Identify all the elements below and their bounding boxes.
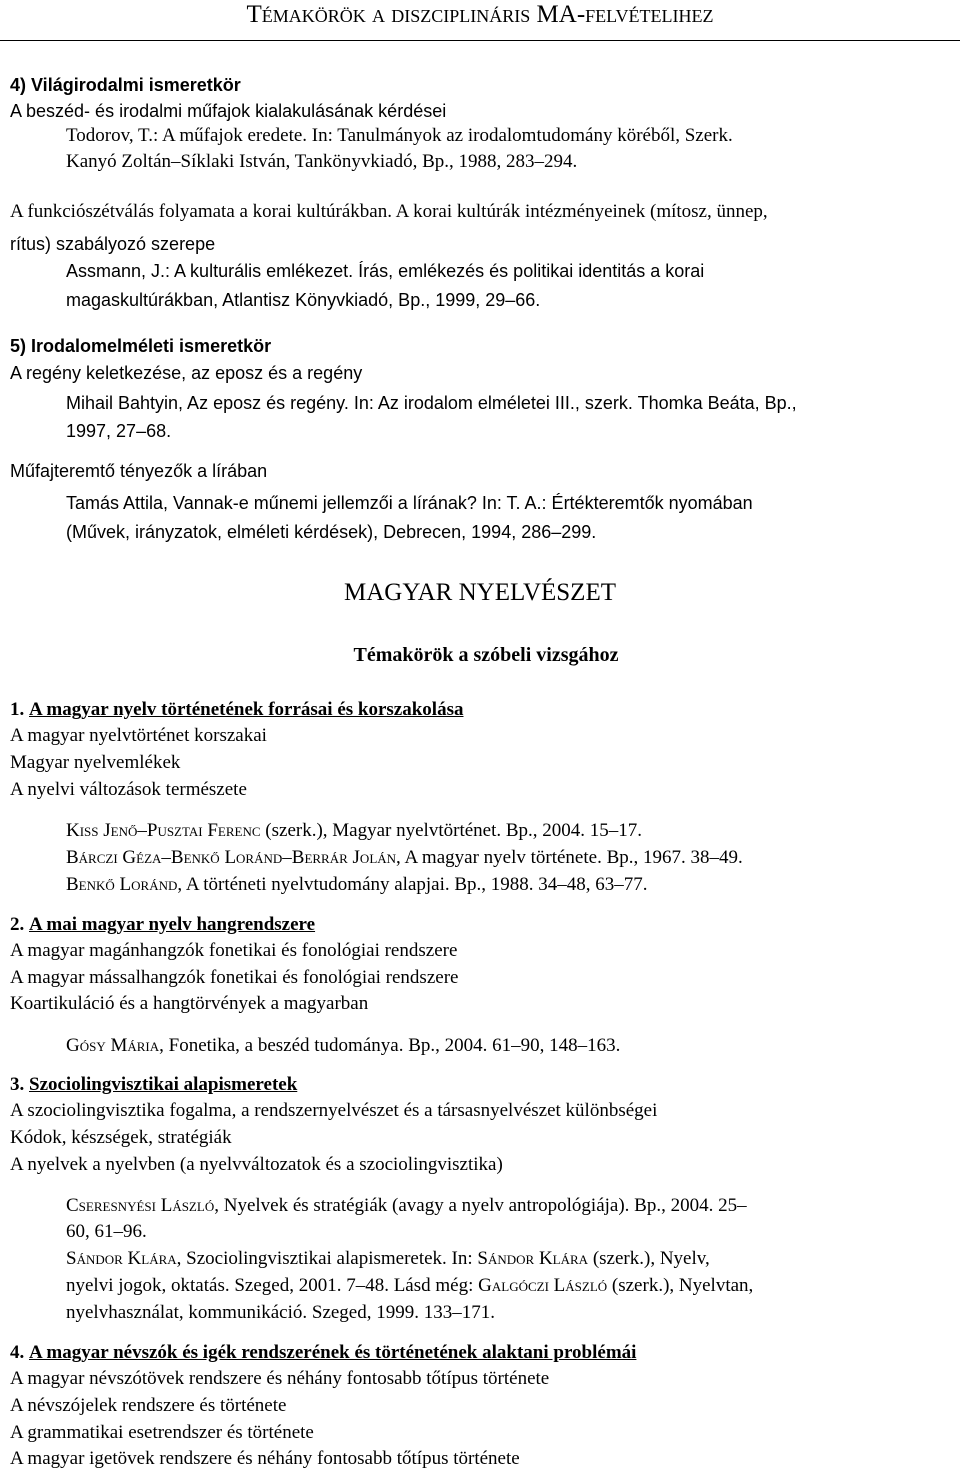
topic-1-ref-3 (66, 874, 648, 896)
topic-3-ref-2-cont (66, 1275, 753, 1297)
header-title: Témakörök a diszciplináris MA-felvételihez (246, 1, 714, 28)
topic-3-item: Kódok, készségek, stratégiák (10, 1127, 232, 1148)
section-4-ref-2a: Assmann, J.: A kulturális emlékezet. Írás, emlékezés és politikai identitás a korai (66, 261, 705, 281)
ref-text: nyelvi jogok, oktatás. Szeged, 2001. 7–48. Lásd még: (66, 1275, 474, 1296)
ref-author: Bárczi Géza–Benkő Loránd–Berrár Jolán, (66, 847, 401, 868)
ref-author: Kiss Jenő–Pusztai Ferenc (66, 820, 261, 841)
topic-1-title: A magyar nyelv történetének forrásai és korszakolása (29, 699, 464, 720)
section-5-topic-1: A regény keletkezése, az eposz és a regény (10, 363, 363, 383)
section-4-title: 4) Világirodalmi ismeretkör (10, 75, 241, 95)
topic-3-ref-2 (66, 1248, 710, 1270)
ref-text: (szerk.), Magyar nyelvtörténet. Bp., 2004. 15–17. (265, 820, 643, 841)
ref-author: Benkő Loránd, (66, 874, 183, 895)
ref-author: Galgóczi László (478, 1275, 608, 1296)
topic-2-heading (10, 914, 315, 936)
page-header (0, 0, 960, 41)
section-4-topic-1: A beszéd- és irodalmi műfajok kialakulásának kérdései (10, 101, 447, 121)
topic-4-item: A névszójelek rendszere és története (10, 1395, 287, 1416)
topic-4-heading (10, 1342, 636, 1364)
topic-3-ref-1 (66, 1195, 747, 1217)
ref-author: Cseresnyési László, (66, 1195, 219, 1216)
topic-4-number: 4. (10, 1342, 25, 1363)
topic-1-item: A magyar nyelvtörténet korszakai (10, 725, 267, 746)
topic-1-item: A nyelvi változások természete (10, 779, 247, 800)
topic-2-ref-1 (66, 1035, 620, 1057)
ref-author: Gósy Mária, (66, 1035, 164, 1056)
topic-3-ref-1-cont: 60, 61–96. (66, 1221, 147, 1242)
ref-author: Sándor Klára, (66, 1248, 182, 1269)
section-5-topic-2: Műfajteremtő tényezők a lírában (10, 461, 268, 481)
section-5-ref-1a: Mihail Bahtyin, Az eposz és regény. In: Az irodalom elméletei III., szerk. Thomka Beáta, Bp., (66, 393, 797, 413)
header-rule (0, 40, 960, 41)
topic-2-number: 2. (10, 914, 25, 935)
section-4-ref-2b: magaskultúrákban, Atlantisz Könyvkiadó, Bp., 1999, 29–66. (66, 290, 541, 310)
topic-2-title: A mai magyar nyelv hangrendszere (29, 914, 316, 935)
section-5-ref-1b: 1997, 27–68. (66, 421, 172, 441)
section-4-ref-1b: Kanyó Zoltán–Síklaki István, Tankönyvkiadó, Bp., 1988, 283–294. (66, 151, 578, 172)
topic-4-item: A grammatikai esetrendszer és története (10, 1422, 314, 1443)
topic-3-title: Szociolingvisztikai alapismeretek (29, 1074, 298, 1095)
section-4-topic-2a: A funkciószétválás folyamata a korai kultúrákban. A korai kultúrák intézményeinek (mítosz, ünnep, (10, 201, 768, 222)
topic-2-item: A magyar mássalhangzók fonetikai és fonológiai rendszere (10, 967, 459, 988)
topic-2-item: A magyar magánhangzók fonetikai és fonológiai rendszere (10, 940, 458, 961)
ref-text: A magyar nyelv története. Bp., 1967. 38–49. (404, 847, 743, 868)
ref-text: Nyelvek és stratégiák (avagy a nyelv antropológiája). Bp., 2004. 25– (223, 1195, 747, 1216)
ref-author: Sándor Klára (477, 1248, 589, 1269)
topic-3-ref-2-cont2: nyelvhasználat, kommunikáció. Szeged, 1999. 133–171. (66, 1302, 495, 1323)
ref-text: (szerk.), Nyelvtan, (611, 1275, 754, 1296)
topic-1-heading (10, 699, 463, 721)
ref-text: Fonetika, a beszéd tudománya. Bp., 2004. 61–90, 148–163. (168, 1035, 621, 1056)
ref-text: (szerk.), Nyelv, (592, 1248, 710, 1269)
topic-2-item: Koartikuláció és a hangtörvények a magyarban (10, 993, 369, 1014)
topic-1-ref-2 (66, 847, 743, 869)
topic-4-title: A magyar névszók és igék rendszerének és történetének alaktani problémái (29, 1342, 637, 1363)
linguistics-heading: MAGYAR NYELVÉSZET (344, 579, 616, 606)
section-4-ref-1a: Todorov, T.: A műfajok eredete. In: Tanulmányok az irodalomtudomány köréből, Szerk. (66, 125, 733, 146)
topic-3-item: A nyelvek a nyelvben (a nyelvváltozatok és a szociolingvisztika) (10, 1154, 503, 1175)
topic-1-number: 1. (10, 699, 25, 720)
topic-3-heading (10, 1074, 297, 1096)
linguistics-subheading: Témakörök a szóbeli vizsgához (353, 644, 619, 666)
topic-4-item: A magyar névszótövek rendszere és néhány fontosabb tőtípus története (10, 1368, 550, 1389)
ref-text: Szociolingvisztikai alapismeretek. In: (186, 1248, 473, 1269)
topic-3-number: 3. (10, 1074, 25, 1095)
topic-3-item: A szociolingvisztika fogalma, a rendszernyelvészet és a társasnyelvészet különbségei (10, 1100, 658, 1121)
section-5-title: 5) Irodalomelméleti ismeretkör (10, 336, 272, 356)
ref-text: A történeti nyelvtudomány alapjai. Bp., 1988. 34–48, 63–77. (185, 874, 648, 895)
section-5-ref-2a: Tamás Attila, Vannak-e műnemi jellemzői a lírának? In: T. A.: Értékteremtők nyomában (66, 493, 753, 513)
section-4-topic-2b: rítus) szabályozó szerepe (10, 234, 216, 254)
section-5-ref-2b: (Művek, irányzatok, elméleti kérdések), Debrecen, 1994, 286–299. (66, 522, 597, 542)
topic-1-ref-1 (66, 820, 642, 842)
topic-1-item: Magyar nyelvemlékek (10, 752, 181, 773)
topic-4-item: A magyar igetövek rendszere és néhány fontosabb tőtípus története (10, 1448, 520, 1469)
